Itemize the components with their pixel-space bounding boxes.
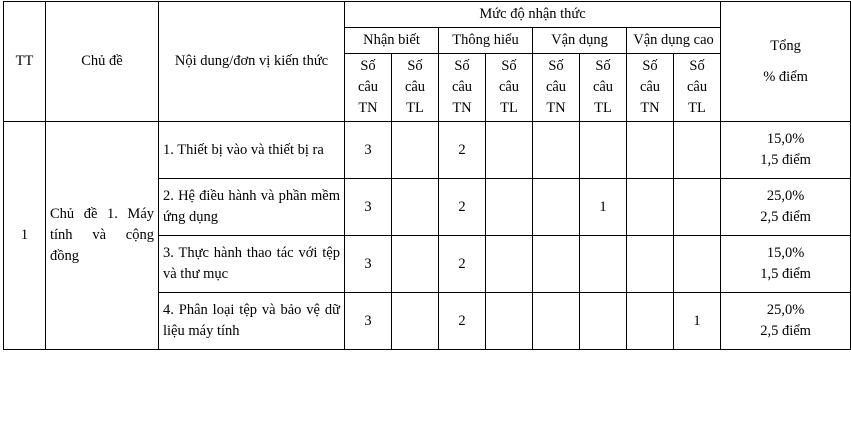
header-sub-th-tn-line1: Số: [454, 58, 470, 75]
header-sub-vdc-tl: [674, 54, 721, 122]
header-tong: [721, 2, 851, 122]
row-nb-tl: [392, 122, 439, 179]
row-chu-de: Chủ đề 1. Máy tính và cộng đồng: [46, 122, 159, 350]
row-th-tl: [486, 236, 533, 293]
document-page: [0, 1, 851, 431]
header-sub-vdc-tl-line1: Số: [689, 58, 705, 75]
row-vd-tn: [533, 122, 580, 179]
row-tong-diem: 1,5 điểm: [760, 266, 811, 283]
row-tt: 1: [4, 122, 46, 350]
row-tong-percent: 25,0%: [766, 188, 805, 205]
header-sub-vd-tl-line2: câu: [592, 79, 614, 96]
header-sub-vd-tl-line3: TL: [594, 100, 612, 117]
header-sub-vd-tn-line2: câu: [545, 79, 567, 96]
row-vdc-tn: [627, 293, 674, 350]
header-tong-label: Tổng: [770, 37, 801, 54]
row-th-tn: 2: [439, 122, 486, 179]
exam-matrix-table: [3, 1, 851, 350]
row-vdc-tn: [627, 122, 674, 179]
row-noi-dung: 4. Phân loại tệp và bảo vệ dữ liệu máy tính: [159, 293, 345, 350]
row-vdc-tl: [674, 236, 721, 293]
row-tong: [721, 122, 851, 179]
row-vd-tl: [580, 236, 627, 293]
row-nb-tn: 3: [345, 293, 392, 350]
header-tong-percent-label: % điểm: [763, 68, 808, 85]
row-tong-diem: 1,5 điểm: [760, 152, 811, 169]
row-nb-tn: 3: [345, 179, 392, 236]
row-tong: [721, 236, 851, 293]
header-sub-nb-tl: [392, 54, 439, 122]
header-level-van-dung-cao: Vận dụng cao: [627, 28, 721, 54]
row-tong: [721, 179, 851, 236]
header-sub-th-tl-line1: Số: [501, 58, 517, 75]
row-vdc-tn: [627, 179, 674, 236]
header-level-nhan-biet: Nhận biết: [345, 28, 439, 54]
row-tong-diem: 2,5 điểm: [760, 323, 811, 340]
row-th-tl: [486, 179, 533, 236]
header-sub-vd-tn-line3: TN: [546, 100, 566, 117]
header-sub-th-tl: [486, 54, 533, 122]
header-sub-vdc-tl-line2: câu: [686, 79, 708, 96]
header-row-1: [4, 2, 851, 28]
header-level-van-dung: Vận dụng: [533, 28, 627, 54]
header-sub-th-tn-line2: câu: [451, 79, 473, 96]
row-th-tn: 2: [439, 293, 486, 350]
row-nb-tn: 3: [345, 236, 392, 293]
header-sub-nb-tl-line1: Số: [407, 58, 423, 75]
row-th-tn: 2: [439, 179, 486, 236]
row-th-tn: 2: [439, 236, 486, 293]
row-vd-tl: [580, 122, 627, 179]
row-noi-dung: 2. Hệ điều hành và phần mềm ứng dụng: [159, 179, 345, 236]
header-sub-vd-tn: [533, 54, 580, 122]
header-sub-nb-tn-line1: Số: [360, 58, 376, 75]
row-vd-tn: [533, 293, 580, 350]
row-nb-tn: 3: [345, 122, 392, 179]
header-sub-nb-tn-line2: câu: [357, 79, 379, 96]
row-vdc-tl: [674, 179, 721, 236]
header-sub-vdc-tn-line2: câu: [639, 79, 661, 96]
header-sub-nb-tn-line3: TN: [358, 100, 378, 117]
table-row: [4, 122, 851, 179]
header-sub-th-tn-line3: TN: [452, 100, 472, 117]
header-sub-nb-tl-line3: TL: [406, 100, 424, 117]
header-sub-th-tn: [439, 54, 486, 122]
row-nb-tl: [392, 236, 439, 293]
row-noi-dung: 1. Thiết bị vào và thiết bị ra: [159, 122, 345, 179]
header-chu-de: Chủ đề: [46, 2, 159, 122]
row-vdc-tn: [627, 236, 674, 293]
row-vd-tl: [580, 293, 627, 350]
row-tong-diem: 2,5 điểm: [760, 209, 811, 226]
header-sub-vd-tl: [580, 54, 627, 122]
row-tong-percent: 15,0%: [766, 245, 805, 262]
header-noi-dung: Nội dung/đơn vị kiến thức: [159, 2, 345, 122]
row-vdc-tl: 1: [674, 293, 721, 350]
table-body: [4, 122, 851, 350]
header-sub-nb-tl-line2: câu: [404, 79, 426, 96]
table-header: [4, 2, 851, 122]
row-tong: [721, 293, 851, 350]
row-vdc-tl: [674, 122, 721, 179]
row-tong-percent: 25,0%: [766, 302, 805, 319]
header-sub-th-tl-line2: câu: [498, 79, 520, 96]
header-sub-vdc-tn: [627, 54, 674, 122]
row-vd-tl: 1: [580, 179, 627, 236]
row-tong-percent: 15,0%: [766, 131, 805, 148]
row-th-tl: [486, 122, 533, 179]
row-vd-tn: [533, 236, 580, 293]
header-sub-vd-tn-line1: Số: [548, 58, 564, 75]
header-sub-vdc-tl-line3: TL: [688, 100, 706, 117]
row-vd-tn: [533, 179, 580, 236]
row-nb-tl: [392, 179, 439, 236]
header-muc-do-nhan-thuc: Mức độ nhận thức: [345, 2, 721, 28]
header-sub-th-tl-line3: TL: [500, 100, 518, 117]
row-noi-dung: 3. Thực hành thao tác với tệp và thư mục: [159, 236, 345, 293]
header-sub-vdc-tn-line1: Số: [642, 58, 658, 75]
header-level-thong-hieu: Thông hiểu: [439, 28, 533, 54]
header-sub-vd-tl-line1: Số: [595, 58, 611, 75]
header-sub-vdc-tn-line3: TN: [640, 100, 660, 117]
row-th-tl: [486, 293, 533, 350]
header-sub-nb-tn: [345, 54, 392, 122]
header-tt: TT: [4, 2, 46, 122]
row-nb-tl: [392, 293, 439, 350]
